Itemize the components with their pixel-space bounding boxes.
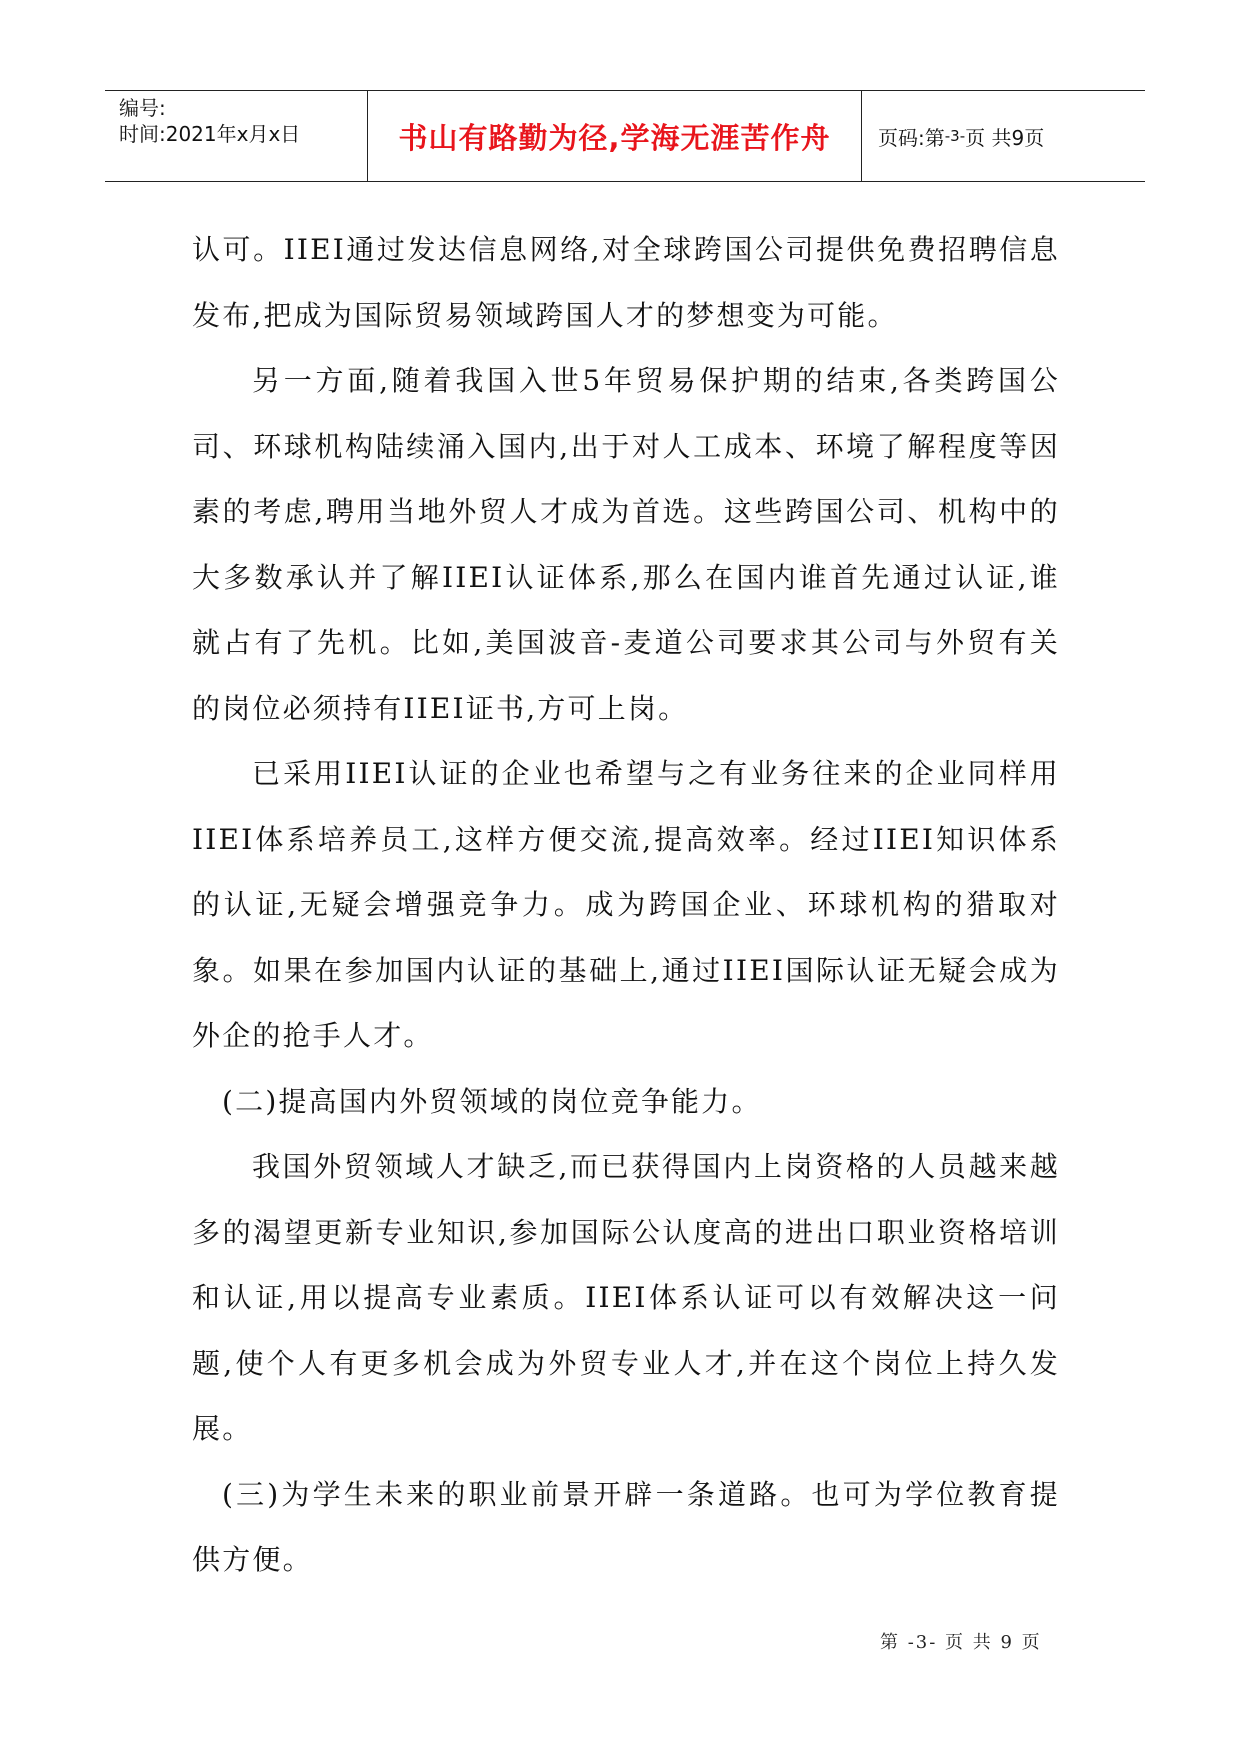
header-motto: 书山有路勤为径,学海无涯苦作舟 [368,91,862,181]
paragraph: 认可。IIEI通过发达信息网络,对全球跨国公司提供免费招聘信息发布,把成为国际贸易领域跨国人才的梦想变为可能。 [192,233,1060,332]
number-label: 编号: [119,96,166,120]
paragraph: 我国外贸领域人才缺乏,而已获得国内上岗资格的人员越来越多的渴望更新专业知识,参加国际公认度高的进出口职业资格培训和认证,用以提高专业素质。IIEI体系认证可以有效解决这一问题,使个人有更多机会成为外贸专业人才,并在这个岗位上持久发展。 [192,1150,1060,1445]
paragraph: 已采用IIEI认证的企业也希望与之有业务往来的企业同样用IIEI体系培养员工,这样方便交流,提高效率。经过IIEI知识体系的认证,无疑会增强竞争力。成为跨国企业、环球机构的猎取对象。如果在参加国内认证的基础上,通过IIEI国际认证无疑会成为外企的抢手人才。 [192,757,1060,1052]
paragraph: 另一方面,随着我国入世5年贸易保护期的结束,各类跨国公司、环球机构陆续涌入国内,出于对人工成本、环境了解程度等因素的考虑,聘用当地外贸人才成为首选。这些跨国公司、机构中的大多数承认并了解IIEI认证体系,那么在国内谁首先通过认证,谁就占有了先机。比如,美国波音-麦道公司要求其公司与外贸有关的岗位必须持有IIEI证书,方可上岗。 [192,364,1060,725]
page-code-suffix: 页 共9页 [965,125,1045,150]
header-page-code [862,91,1145,181]
document-body [192,217,1060,1593]
header-meta [105,91,368,181]
time-label: 时间:2021年x月x日 [119,122,301,146]
page-code-prefix: 页码:第 [878,125,945,150]
section-heading: (三)为学生未来的职业前景开辟一条道路。也可为学位教育提供方便。 [192,1477,1060,1576]
page-code-number: -3- [944,127,966,145]
document-header [105,90,1145,182]
section-heading: (二)提高国内外贸领域的岗位竞争能力。 [222,1084,762,1118]
page-footer: 第 -3- 页 共 9 页 [880,1632,1042,1653]
